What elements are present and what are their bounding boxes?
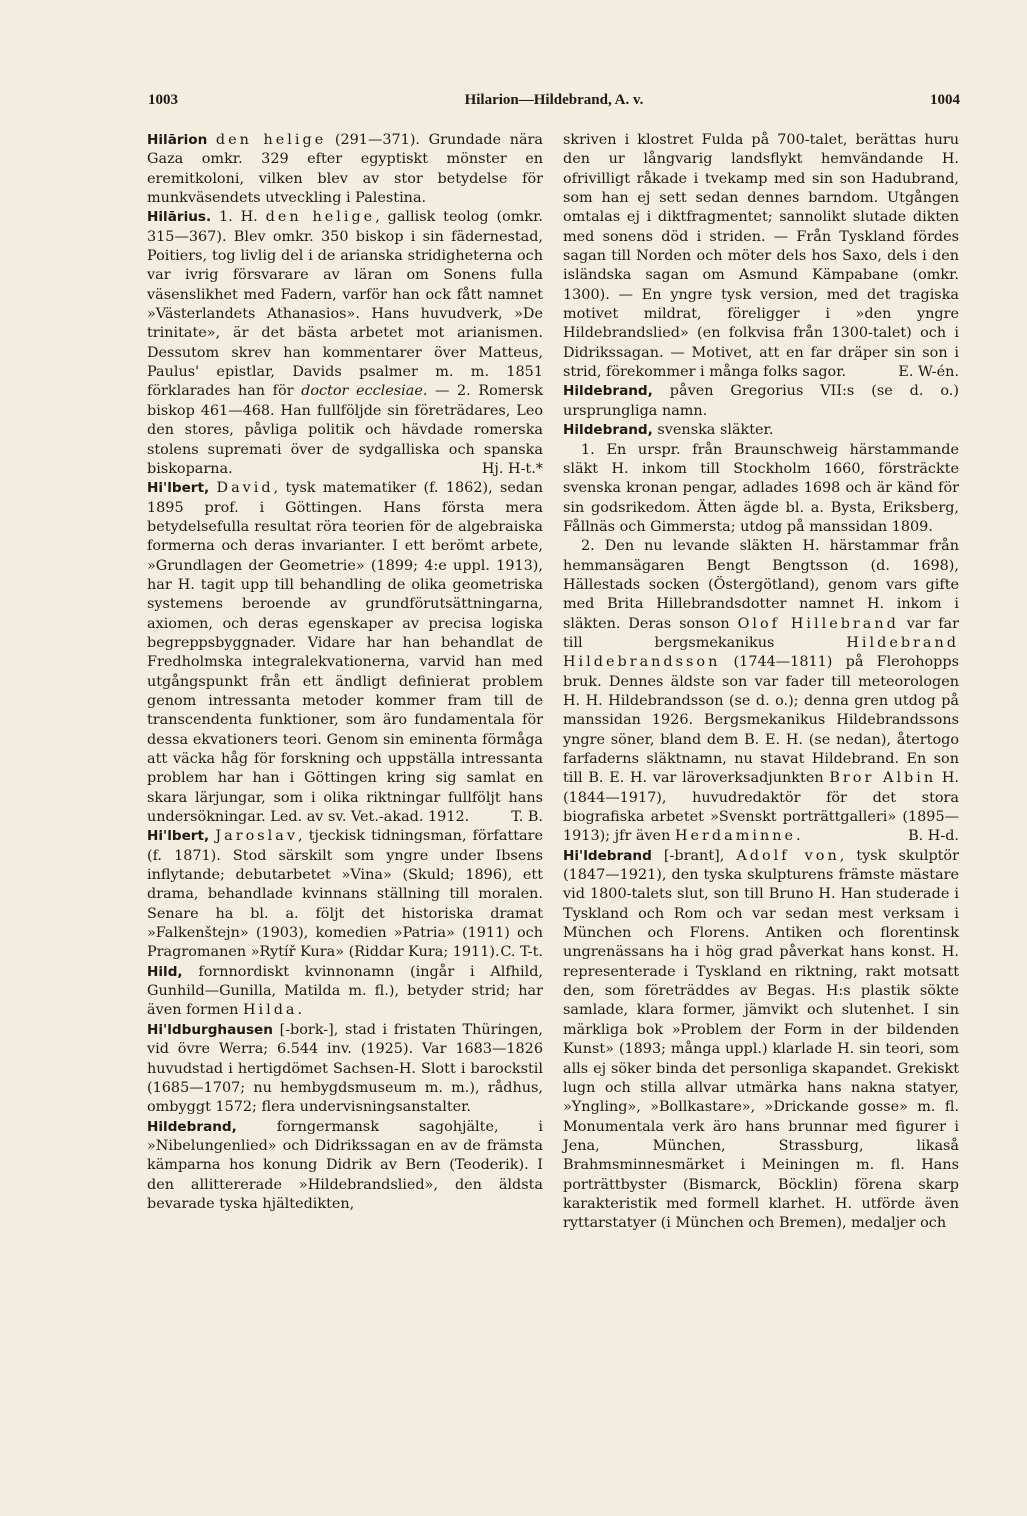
spaced-text: Hildebrand Hildebrandsson — [563, 634, 959, 671]
entry-family-2 — [563, 537, 959, 847]
entry-text: , tysk skulptör (1847—1921), den tyska skulpturens främste mästare vid 1800-talets slut, son till Bruno H. Han studerade i Tyskland och Rom och var sedan mest verksam i München och Florens. Antiken och florentinsk ungrenässans ha i hög grad påverkat hans konst. H. representerade i Tyskland en riktning, rakt motsatt den, som företräddes av Begas. H:s plastik sökte samlade, klara former, jämvikt och slutenhet. I sin märkliga bok »Problem der Form in der bildenden Kunst» (1893; många uppl.) klarlade H. sin teori, som alls ej söker binda det personliga skapandet. Grekiskt lugn och stilla allvar utmärka hans nakna statyer, »Yngling», »Bollkastare», »Drickande gosse» m. fl. Monumentala verk äro hans brunnar med figurer i Jena, München, Strassburg, likaså Brahmsminnesmärket i Meiningen m. fl. Hans porträttbyster (Bismarck, Böcklin) förena skarp karakteristik med formell klarhet. H. utförde även ryttarstatyer (i München och Bremen), medaljer och — [563, 847, 959, 1232]
entry-text: 1. En urspr. från Braunschweig härstammande släkt H. inkom till Stockholm 1660, försträckte svenska kronan pengar, adlades 1698 och är känd för sin godsrikedom. Ätten ägde bl. a. Bysta, Eriksberg, Fållnäs och Gimmersta; utdog på manssidan 1809. — [563, 441, 959, 535]
entry-text: . — [297, 1002, 303, 1019]
entry-hilarion — [147, 131, 543, 208]
entry-text: . — 2. Romersk biskop 461—468. Han fullföljde sin företrädares, Leo den stores, påvliga politik och hävdade romerska stolens suprematі över de sydgalliska och spanska biskoparna. — [147, 383, 543, 477]
entry-text: , tjeckisk tidningsman, författare (f. 1871). Stod särskilt som yngre under Ibsens inflytande; debutarbetet »Vina» (Skuld; 1896), ett drama, behandlade kvinnans ställning till moralen. Senare ha bl. a. följt det historiska dramat »Falkenštejn» (1903), komedien »Patria» (1911) och Pragromanen »Rytíř Kura» (Riddar Kura; 1911). — [147, 828, 543, 961]
entry-text: 2. Den nu levande släkten H. härstammar från hemmansägaren Bengt Bengtsson (d. 1698), Hällestads socken (Östergötland), genom vars gifte med Brita Hillebrandsdotter namnet H. inkom i släkten. Deras sonson — [563, 538, 959, 632]
entry-text: svenska släkter. — [652, 422, 774, 439]
signature: T. B. — [511, 809, 543, 826]
entry-text: . — [796, 828, 801, 845]
spaced-text: den helige — [215, 132, 327, 148]
headword: Hilārius. — [147, 209, 212, 226]
left-column — [147, 131, 543, 1371]
right-column — [563, 131, 959, 1371]
signature: B. H-d. — [908, 828, 959, 845]
running-title: Hilarion—Hildebrand, A. v. — [464, 92, 644, 108]
entry-family-1 — [563, 441, 959, 538]
spaced-text: Jaroslav — [215, 828, 298, 845]
headword: Hildebrand, — [147, 1118, 237, 1135]
entry-hildburghausen — [147, 1021, 543, 1118]
spaced-text: Herdaminne — [674, 828, 797, 845]
entry-text: 1. H. — [211, 209, 266, 226]
entry-text: fornnordiskt kvinnonamn (ingår i Alfhild, Gunhild—Gunilla, Matilda m. fl.), betyder strid; har även formen — [147, 963, 543, 1019]
page-number-left: 1003 — [148, 92, 178, 108]
page-header — [148, 92, 960, 114]
entry-text: (1744—1811) på Flerohopps bruk. Dennes äldste son var fader till meteorologen H. H. Hildebrandsson (se d. o.); denna gren utdog på manssidan 1926. Bergsmekanikus Hildebrandssons yngre söner, bland dem B. E. H. (se nedan), återtogo farfaderns släktnamn, nu stavat Hildebrand. En son till B. E. H. var läroverksadjunkten — [563, 654, 959, 787]
headword: Hildebrand, — [563, 383, 653, 400]
entry-hilbert-jaroslav — [147, 827, 543, 962]
spaced-text: Hilda — [242, 1002, 298, 1019]
spaced-text: David — [216, 480, 274, 497]
signature: Hj. H-t.* — [481, 460, 543, 477]
headword: Hi'ldburghausen — [147, 1021, 273, 1038]
entry-text: skriven i klostret Fulda på 700-talet, berättas huru den ur långvarig landsflykt hemvändande H. ofrivilligt råkade i tvekamp med sin son Hadubrand, som han ej sett sedan dennes barndom. Utgången omtalas ej i diktfragmentet; sannolikt slutade dikten med sonens död i striden. — Från Tyskland fördes sagan till Norden och möter dels hos Saxo, dels i den isländska sagan om Asmund Kämpabane (omkr. 1300). — En yngre tysk version, med det tragiska motivet mildrat, föreligger i »den yngre Hildebrandslied» (en folkvisa från 1300-talet) och i Didrikssagan. — Motivet, att en far dräper sin son i strid, förekommer i många folks sagor. — [563, 132, 959, 381]
headword: Hild, — [147, 963, 183, 980]
headword: Hi'ldebrand — [563, 847, 652, 864]
headword: Hi'lbert, — [147, 828, 210, 845]
entry-text: påven Gregorius VII:s (se d. o.) ursprungliga namn. — [563, 383, 959, 419]
spaced-text: Adolf von — [736, 847, 840, 864]
entry-hildebrand-saga — [147, 1118, 543, 1215]
entry-hild — [147, 963, 543, 1021]
entry-text: [-bork-], stad i fristaten Thüringen, vid övre Werra; 6.544 inv. (1925). Var 1683—1826 huvudstad i hertigdömet Sachsen-H. Slott i barockstil (1685—1707; nu hembygdsmuseum m. m.), rådhus, ombyggt 1572; flera undervisningsanstalter. — [147, 1021, 543, 1116]
headword: Hi'lbert, — [147, 480, 210, 497]
spaced-text: Olof Hillebrand — [737, 615, 899, 632]
entry-text: [-brant], — [651, 847, 737, 864]
italic-text: doctor ecclesiae — [301, 383, 423, 400]
headword: Hilārion — [147, 132, 208, 148]
entry-text: forngermansk sagohjälte, i »Nibelungenlied» och Didrikssagan en av de främsta kämparna hos konung Didrik av Bern (Teoderik). I den allittererade »Hildebrandslied», den äldsta bevarade tyska hjältedikten, — [147, 1118, 543, 1212]
spaced-text: den helige — [265, 209, 376, 226]
spaced-text: Bror Albin — [829, 770, 937, 787]
headword: Hildebrand, — [563, 422, 653, 439]
entry-hildebrand-saga-cont — [563, 131, 959, 382]
entry-text: H. (1844—1917), huvudredaktör för det stora biografiska arbetet »Svenskt porträttgalleri» (1895—1913); jfr även — [563, 770, 959, 845]
entry-text: (291—371). Grundade nära Gaza omkr. 329 efter egyptiskt mönster en eremitkoloni, vilken blev av stor betydelse för munkväsendets utveckling i Palestina. — [147, 132, 544, 207]
entry-text: , tysk matematiker (f. 1862), sedan 1895 prof. i Göttingen. Hans första mera betydelsefulla resultat röra teorien för de algebraiska formerna och deras invarianter. I ett berömt arbete, »Grundlagen der Geometrie» (1899; 4:e uppl. 1913), har H. tagit upp till behandling de olika geometriska systemens beroende av grundförutsättningarna, axiomen, och deras egenskaper av precisa logiska begreppsbyggnader. Vidare har han behandlat de Fredholmska integralekvationerna, varvid han med utgångspunkt från ett ändligt definierat problem genom intressanta metoder kommer fram till de transcendenta funktioner, som äro fundamentala för dessa ekvationers teori. Genom sin eminenta förmåga att väcka håg för forskning och uppställa intressanta problem har han i Göttingen kring sig samlat en skara lärjungar, som i olika riktningar fullföljt hans undersökningar. Led. av sv. Vet.-akad. 1912. — [147, 480, 543, 826]
entry-hilarius — [147, 208, 543, 479]
entry-hildebrand-family — [563, 421, 959, 440]
page-number-right: 1004 — [930, 92, 960, 108]
entry-text: var far till bergsmekanikus — [563, 615, 959, 651]
entry-text: , gallisk teolog (omkr. 315—367). Blev omkr. 350 biskop i sin fädernestad, Poitiers, tog livlig del i de arianska stridigheterna och var ivrig försvarare av läran om Sonens fulla väsenslikhet med Fadern, varför han ock fått namnet »Västerlandets Athanasios». Hans huvudverk, »De trinitate», är det bästa arbetet mot arianismen. Dessutom skrev han kommentarer över Matteus, Paulus' epistlar, Davids psalmer m. m. 1851 förklarades han för — [147, 209, 543, 400]
entry-hildebrand-adolf — [563, 847, 959, 1234]
entry-hilbert-david — [147, 479, 543, 827]
signature: C. T-t. — [500, 944, 543, 961]
entry-hildebrand-pope — [563, 382, 959, 421]
signature: E. W-én. — [898, 364, 959, 381]
